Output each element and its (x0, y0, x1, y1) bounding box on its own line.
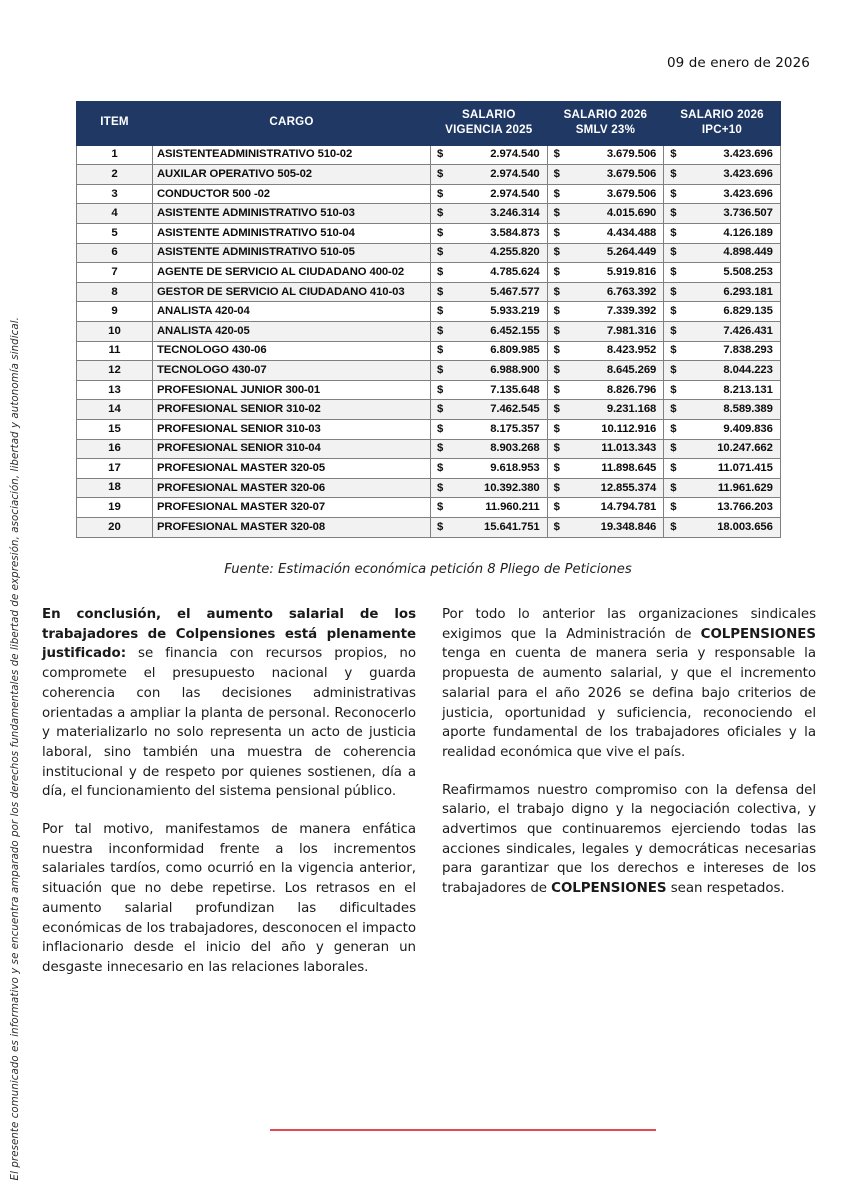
cell-salario-2026-ipc (664, 322, 781, 342)
currency-symbol: $ (437, 148, 444, 161)
table-row (77, 145, 781, 165)
table-row (77, 498, 781, 518)
cell-salario-2026-smlv (547, 498, 664, 518)
vertical-legal-note-text: El presente comunicado es informativo y se encuentra amparado por los derechos fundamentales de libertad de expresión, asociación, libertad y autonomía sindical. (10, 316, 22, 1180)
amount-value: 7.838.293 (723, 344, 773, 357)
paragraph-conclusion (42, 605, 416, 802)
table-header-row (77, 102, 781, 146)
amount-value: 7.426.431 (723, 324, 773, 337)
table-row (77, 380, 781, 400)
cell-salario-2026-ipc (664, 459, 781, 479)
cell-cargo: TECNOLOGO 430-06 (153, 341, 431, 361)
amount-value: 6.293.181 (723, 285, 773, 298)
amount-value: 8.175.357 (490, 422, 540, 435)
cell-item: 13 (77, 380, 153, 400)
currency-symbol: $ (437, 266, 444, 279)
cell-item: 16 (77, 439, 153, 459)
currency-symbol: $ (553, 207, 560, 220)
cell-cargo: PROFESIONAL MASTER 320-06 (153, 478, 431, 498)
cell-salario-2026-smlv (547, 380, 664, 400)
cell-salario-2026-smlv (547, 204, 664, 224)
amount-value: 5.508.253 (723, 266, 773, 279)
amount-value: 8.423.952 (606, 344, 657, 357)
amount-value: 4.015.690 (606, 207, 657, 220)
col-header-salario-2026-ipc (664, 102, 781, 146)
cell-salario-vigencia-2025 (431, 459, 548, 479)
col-header-salario-2026-smlv-line2: SMLV 23% (575, 122, 636, 136)
table-row (77, 282, 781, 302)
cell-salario-2026-smlv (547, 165, 664, 185)
col-header-salario-vigencia-2025-line2: VIGENCIA 2025 (445, 122, 533, 136)
cell-cargo: AUXILAR OPERATIVO 505-02 (153, 165, 431, 185)
amount-value: 4.785.624 (490, 266, 540, 279)
cell-cargo: TECNOLOGO 430-07 (153, 361, 431, 381)
cell-cargo: AGENTE DE SERVICIO AL CIUDADANO 400-02 (153, 263, 431, 283)
paragraph-inconformidad: Por tal motivo, manifestamos de manera enfática nuestra inconformidad frente a los incrementos salariales tardíos, como ocurrió en la vigencia anterior, situación que no debe repetirse. Los retrasos en el aumento salarial profundizan las dificultades económicas de los trabajadores, desconocen el impacto inflacionario desde el inicio del año y generan un desgaste innecesario en las relaciones laborales. (42, 822, 416, 975)
paragraph-exigencia-part1: Por todo lo anterior las organizaciones sindicales exigimos que la Administración de (442, 607, 816, 642)
currency-symbol: $ (437, 305, 444, 318)
currency-symbol: $ (670, 383, 677, 396)
amount-value: 9.409.836 (723, 422, 773, 435)
table-row (77, 165, 781, 185)
cell-salario-vigencia-2025 (431, 361, 548, 381)
currency-symbol: $ (553, 246, 560, 259)
currency-symbol: $ (553, 520, 560, 533)
currency-symbol: $ (437, 344, 444, 357)
amount-value: 2.974.540 (490, 187, 540, 200)
amount-value: 3.423.696 (723, 148, 773, 161)
currency-symbol: $ (437, 520, 444, 533)
body-columns (42, 605, 816, 996)
cell-salario-2026-ipc (664, 439, 781, 459)
cell-salario-2026-ipc (664, 145, 781, 165)
amount-value: 4.898.449 (723, 246, 773, 259)
cell-salario-2026-smlv (547, 263, 664, 283)
cell-salario-vigencia-2025 (431, 184, 548, 204)
amount-value: 4.255.820 (490, 246, 540, 259)
cell-salario-vigencia-2025 (431, 400, 548, 420)
amount-value: 13.766.203 (717, 501, 773, 514)
salary-table-container (76, 101, 780, 538)
paragraph-exigencia (442, 605, 816, 763)
cell-item: 11 (77, 341, 153, 361)
cell-cargo: ASISTENTE ADMINISTRATIVO 510-05 (153, 243, 431, 263)
amount-value: 4.434.488 (606, 226, 657, 239)
currency-symbol: $ (670, 403, 677, 416)
cell-salario-vigencia-2025 (431, 439, 548, 459)
cell-salario-2026-smlv (547, 282, 664, 302)
paragraph-conclusion-rest: se financia con recursos propios, no compromete el presupuesto nacional y guarda coherencia con las decisiones administrativas orientadas a ampliar la planta de personal. Reconocerlo y materializarlo no solo representa un acto de justicia laboral, sino también una muestra de coherencia institucional y de respeto por quienes sostienen, día a día, el funcionamiento del sistema pensional público. (42, 646, 416, 800)
table-row (77, 341, 781, 361)
cell-salario-2026-smlv (547, 145, 664, 165)
col-header-item (77, 102, 153, 146)
currency-symbol: $ (437, 442, 444, 455)
amount-value: 5.264.449 (606, 246, 657, 259)
cell-salario-2026-ipc (664, 224, 781, 244)
cell-salario-vigencia-2025 (431, 302, 548, 322)
amount-value: 3.679.506 (606, 148, 657, 161)
currency-symbol: $ (553, 403, 560, 416)
cell-item: 4 (77, 204, 153, 224)
cell-salario-vigencia-2025 (431, 478, 548, 498)
cell-salario-2026-smlv (547, 361, 664, 381)
paragraph-compromiso-colpensiones: COLPENSIONES (551, 881, 667, 897)
cell-cargo: ASISTENTE ADMINISTRATIVO 510-03 (153, 204, 431, 224)
currency-symbol: $ (670, 344, 677, 357)
currency-symbol: $ (437, 461, 444, 474)
cell-salario-vigencia-2025 (431, 419, 548, 439)
currency-symbol: $ (553, 266, 560, 279)
currency-symbol: $ (553, 442, 560, 455)
currency-symbol: $ (670, 305, 677, 318)
cell-salario-2026-ipc (664, 400, 781, 420)
table-row (77, 517, 781, 537)
currency-symbol: $ (437, 324, 444, 337)
cell-salario-2026-ipc (664, 361, 781, 381)
amount-value: 7.462.545 (490, 403, 540, 416)
cell-salario-vigencia-2025 (431, 224, 548, 244)
amount-value: 7.339.392 (606, 305, 657, 318)
amount-value: 6.763.392 (606, 285, 657, 298)
cell-cargo: PROFESIONAL JUNIOR 300-01 (153, 380, 431, 400)
currency-symbol: $ (553, 148, 560, 161)
currency-symbol: $ (437, 226, 444, 239)
cell-salario-vigencia-2025 (431, 263, 548, 283)
currency-symbol: $ (670, 266, 677, 279)
currency-symbol: $ (437, 501, 444, 514)
amount-value: 10.247.662 (717, 442, 773, 455)
table-row (77, 361, 781, 381)
amount-value: 3.423.696 (723, 187, 773, 200)
amount-value: 8.826.796 (606, 383, 657, 396)
currency-symbol: $ (553, 363, 560, 376)
table-row (77, 459, 781, 479)
col-header-salario-2026-ipc-line1: SALARIO 2026 (680, 108, 764, 121)
currency-symbol: $ (553, 187, 560, 200)
salary-table (76, 101, 781, 538)
amount-value: 8.589.389 (723, 403, 773, 416)
amount-value: 12.855.374 (600, 481, 657, 494)
cell-salario-2026-smlv (547, 478, 664, 498)
currency-symbol: $ (437, 246, 444, 259)
amount-value: 8.213.131 (723, 383, 773, 396)
currency-symbol: $ (553, 305, 560, 318)
currency-symbol: $ (670, 148, 677, 161)
amount-value: 3.736.507 (723, 207, 773, 220)
cell-cargo: PROFESIONAL MASTER 320-05 (153, 459, 431, 479)
table-row (77, 263, 781, 283)
cell-cargo: ANALISTA 420-05 (153, 322, 431, 342)
currency-symbol: $ (553, 285, 560, 298)
amount-value: 6.452.155 (490, 324, 540, 337)
amount-value: 11.013.343 (601, 442, 657, 455)
body-column-right (442, 605, 816, 996)
cell-cargo: PROFESIONAL MASTER 320-08 (153, 517, 431, 537)
currency-symbol: $ (670, 246, 677, 259)
amount-value: 3.584.873 (490, 226, 540, 239)
table-row (77, 243, 781, 263)
cell-salario-vigencia-2025 (431, 243, 548, 263)
amount-value: 6.988.900 (490, 363, 540, 376)
amount-value: 11.960.211 (485, 501, 540, 514)
cell-salario-2026-smlv (547, 517, 664, 537)
cell-salario-2026-ipc (664, 165, 781, 185)
cell-salario-vigencia-2025 (431, 282, 548, 302)
amount-value: 7.135.648 (490, 383, 540, 396)
amount-value: 3.679.506 (606, 187, 657, 200)
col-header-item-line1: ITEM (100, 115, 129, 129)
amount-value: 5.919.816 (606, 266, 657, 279)
currency-symbol: $ (553, 226, 560, 239)
cell-salario-2026-ipc (664, 204, 781, 224)
cell-salario-2026-ipc (664, 517, 781, 537)
amount-value: 10.392.380 (484, 481, 540, 494)
cell-item: 15 (77, 419, 153, 439)
cell-salario-vigencia-2025 (431, 517, 548, 537)
cell-salario-2026-ipc (664, 302, 781, 322)
paragraph-conclusion-lead: En conclusión, el aumento salarial de los trabajadores de Colpensiones está plenamente justificado: (42, 607, 416, 662)
currency-symbol: $ (437, 403, 444, 416)
cell-cargo: PROFESIONAL SENIOR 310-04 (153, 439, 431, 459)
cell-salario-vigencia-2025 (431, 204, 548, 224)
amount-value: 7.981.316 (606, 324, 657, 337)
currency-symbol: $ (437, 422, 444, 435)
currency-symbol: $ (437, 285, 444, 298)
table-row (77, 322, 781, 342)
cell-cargo: ASISTENTE ADMINISTRATIVO 510-04 (153, 224, 431, 244)
currency-symbol: $ (553, 344, 560, 357)
cell-item: 7 (77, 263, 153, 283)
cell-salario-vigencia-2025 (431, 165, 548, 185)
paragraph-compromiso-part1: Reafirmamos nuestro compromiso con la defensa del salario, el trabajo digno y la negociación colectiva, y advertimos que continuaremos ejerciendo todas las acciones sindicales, legales y democráticas necesarias para garantizar que los derechos e intereses de los trabajadores de (442, 782, 816, 897)
col-header-cargo (153, 102, 431, 146)
col-header-salario-vigencia-2025-line1: SALARIO (462, 108, 516, 121)
currency-symbol: $ (437, 168, 444, 181)
cell-salario-2026-smlv (547, 459, 664, 479)
cell-salario-2026-smlv (547, 419, 664, 439)
cell-item: 5 (77, 224, 153, 244)
cell-salario-2026-ipc (664, 380, 781, 400)
col-header-salario-2026-ipc-line2: IPC+10 (701, 122, 743, 136)
amount-value: 11.961.629 (717, 481, 773, 494)
cell-cargo: PROFESIONAL SENIOR 310-02 (153, 400, 431, 420)
amount-value: 9.231.168 (606, 403, 657, 416)
cell-salario-vigencia-2025 (431, 380, 548, 400)
cell-item: 14 (77, 400, 153, 420)
cell-item: 2 (77, 165, 153, 185)
cell-cargo: GESTOR DE SERVICIO AL CIUDADANO 410-03 (153, 282, 431, 302)
currency-symbol: $ (670, 363, 677, 376)
cell-cargo: PROFESIONAL MASTER 320-07 (153, 498, 431, 518)
currency-symbol: $ (670, 207, 677, 220)
amount-value: 2.974.540 (490, 168, 540, 181)
amount-value: 11.898.645 (601, 461, 657, 474)
cell-cargo: CONDUCTOR 500 -02 (153, 184, 431, 204)
paragraph-exigencia-colpensiones: COLPENSIONES (700, 626, 816, 642)
col-header-cargo-line1: CARGO (269, 115, 314, 129)
cell-cargo: ASISTENTEADMINISTRATIVO 510-02 (153, 145, 431, 165)
currency-symbol: $ (670, 422, 677, 435)
cell-cargo: PROFESIONAL SENIOR 310-03 (153, 419, 431, 439)
currency-symbol: $ (670, 226, 677, 239)
amount-value: 8.903.268 (490, 442, 540, 455)
amount-value: 3.679.506 (606, 168, 657, 181)
cell-item: 12 (77, 361, 153, 381)
amount-value: 2.974.540 (490, 148, 540, 161)
amount-value: 6.809.985 (490, 344, 540, 357)
currency-symbol: $ (553, 501, 560, 514)
currency-symbol: $ (670, 461, 677, 474)
table-row (77, 184, 781, 204)
cell-salario-vigencia-2025 (431, 145, 548, 165)
cell-salario-2026-ipc (664, 243, 781, 263)
cell-item: 8 (77, 282, 153, 302)
currency-symbol: $ (553, 383, 560, 396)
cell-salario-2026-ipc (664, 498, 781, 518)
currency-symbol: $ (670, 520, 677, 533)
paragraph-compromiso-part2: sean respetados. (666, 881, 785, 897)
cell-salario-vigencia-2025 (431, 341, 548, 361)
cell-salario-2026-ipc (664, 184, 781, 204)
cell-salario-vigencia-2025 (431, 498, 548, 518)
currency-symbol: $ (437, 363, 444, 376)
currency-symbol: $ (437, 187, 444, 200)
cell-salario-2026-ipc (664, 263, 781, 283)
currency-symbol: $ (553, 168, 560, 181)
cell-item: 6 (77, 243, 153, 263)
col-header-salario-2026-smlv (547, 102, 664, 146)
currency-symbol: $ (670, 187, 677, 200)
currency-symbol: $ (670, 501, 677, 514)
salary-table-body (77, 145, 781, 537)
amount-value: 19.348.846 (600, 520, 657, 533)
amount-value: 8.645.269 (606, 363, 657, 376)
paragraph-exigencia-part2: tenga en cuenta de manera seria y responsable la propuesta de aumento salarial, y que el incremento salarial para el año 2026 se defina bajo criterios de justicia, oportunidad y suficiencia, reconociendo el aporte fundamental de los trabajadores oficiales y la realidad económica que vive el país. (442, 646, 816, 760)
amount-value: 9.618.953 (490, 461, 540, 474)
col-header-salario-2026-smlv-line1: SALARIO 2026 (563, 108, 648, 121)
cell-item: 18 (77, 478, 153, 498)
footer-divider (270, 1129, 656, 1131)
cell-item: 19 (77, 498, 153, 518)
cell-salario-2026-ipc (664, 341, 781, 361)
currency-symbol: $ (553, 461, 560, 474)
cell-salario-2026-smlv (547, 341, 664, 361)
table-row (77, 439, 781, 459)
amount-value: 14.794.781 (600, 501, 657, 514)
cell-item: 20 (77, 517, 153, 537)
table-row (77, 478, 781, 498)
table-row (77, 400, 781, 420)
amount-value: 3.423.696 (723, 168, 773, 181)
cell-salario-vigencia-2025 (431, 322, 548, 342)
table-row (77, 302, 781, 322)
cell-item: 10 (77, 322, 153, 342)
table-row (77, 224, 781, 244)
cell-salario-2026-smlv (547, 243, 664, 263)
vertical-legal-note (2, 70, 30, 1180)
currency-symbol: $ (437, 207, 444, 220)
amount-value: 6.829.135 (723, 305, 773, 318)
amount-value: 8.044.223 (723, 363, 773, 376)
cell-salario-2026-ipc (664, 419, 781, 439)
currency-symbol: $ (553, 422, 560, 435)
cell-item: 17 (77, 459, 153, 479)
paragraph-compromiso (442, 781, 816, 899)
currency-symbol: $ (670, 168, 677, 181)
currency-symbol: $ (437, 481, 444, 494)
cell-item: 9 (77, 302, 153, 322)
page-content (38, 0, 820, 1200)
cell-salario-2026-smlv (547, 400, 664, 420)
table-row (77, 419, 781, 439)
cell-salario-2026-smlv (547, 302, 664, 322)
cell-salario-2026-ipc (664, 478, 781, 498)
currency-symbol: $ (670, 285, 677, 298)
currency-symbol: $ (553, 481, 560, 494)
salary-table-header (77, 102, 781, 146)
amount-value: 18.003.656 (717, 520, 773, 533)
amount-value: 3.246.314 (490, 207, 540, 220)
cell-cargo: ANALISTA 420-04 (153, 302, 431, 322)
cell-salario-2026-smlv (547, 224, 664, 244)
amount-value: 10.112.916 (601, 422, 657, 435)
cell-item: 1 (77, 145, 153, 165)
currency-symbol: $ (670, 324, 677, 337)
currency-symbol: $ (670, 481, 677, 494)
currency-symbol: $ (553, 324, 560, 337)
amount-value: 5.467.577 (490, 285, 540, 298)
table-source-caption: Fuente: Estimación económica petición 8 Pliego de Peticiones (224, 562, 632, 577)
cell-salario-2026-ipc (664, 282, 781, 302)
cell-item: 3 (77, 184, 153, 204)
cell-salario-2026-smlv (547, 184, 664, 204)
body-column-left (42, 605, 416, 996)
cell-salario-2026-smlv (547, 439, 664, 459)
cell-salario-2026-smlv (547, 322, 664, 342)
amount-value: 4.126.189 (723, 226, 773, 239)
amount-value: 5.933.219 (490, 305, 540, 318)
currency-symbol: $ (437, 383, 444, 396)
col-header-salario-vigencia-2025 (431, 102, 548, 146)
amount-value: 15.641.751 (484, 520, 540, 533)
currency-symbol: $ (670, 442, 677, 455)
table-row (77, 204, 781, 224)
document-date: 09 de enero de 2026 (666, 55, 810, 71)
amount-value: 11.071.415 (717, 461, 773, 474)
